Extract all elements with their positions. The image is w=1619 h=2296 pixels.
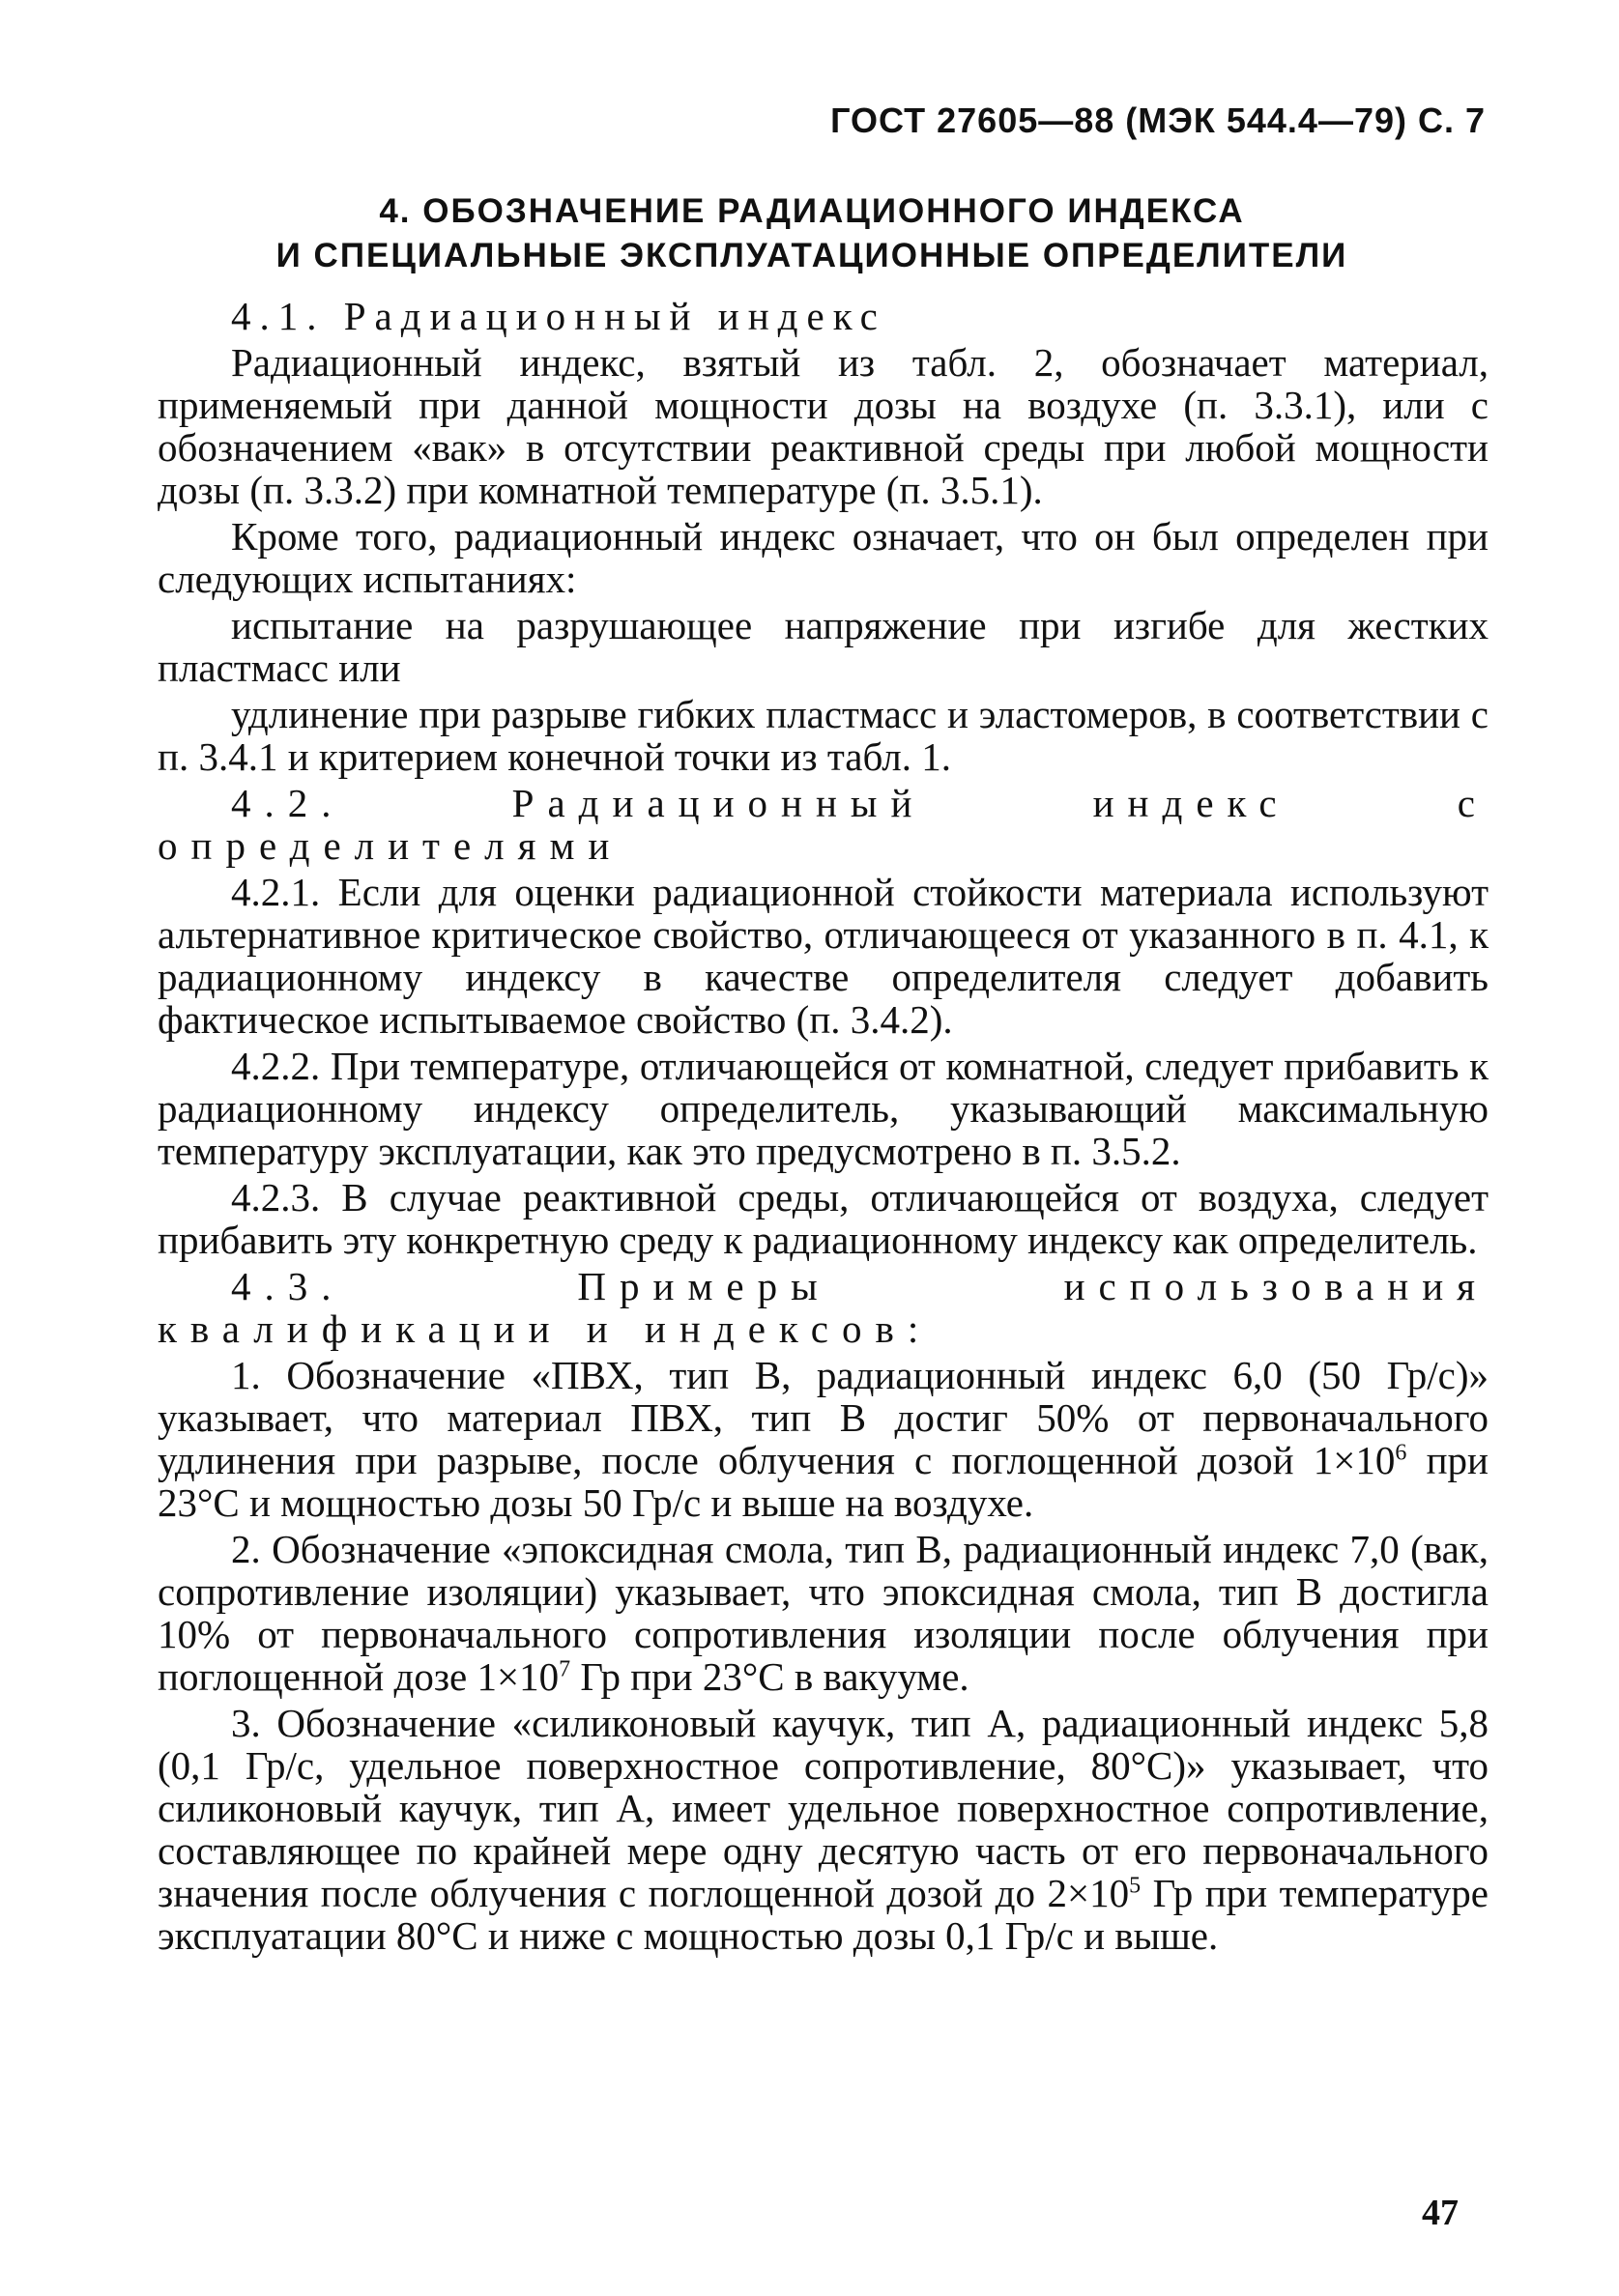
clause-4-1-test-item-1: испытание на разрушающее напряжение при изгибе для жестких пластмасс или xyxy=(158,603,1489,690)
body-text xyxy=(158,295,1489,1961)
example-1 xyxy=(158,1354,1489,1524)
example-1-text: 1. Обозначение «ПВХ, тип В, радиационный индекс 6,0 (50 Гр/с)» указывает, что материал ПВХ, тип В достиг 50% от первоначального удлинения при разрыве, после облучения с поглощенной дозой 1×10 xyxy=(158,1353,1489,1482)
clause-4-2-heading: 4.2. Радиационный индекс с определителями xyxy=(158,781,1489,868)
example-2-text: 2. Обозначение «эпоксидная смола, тип В, радиационный индекс 7,0 (вак, сопротивление изоляции) указывает, что эпоксидная смола, тип В достигла 10% от первоначального сопротивления изоляции после облучения при поглощенной дозе 1×10 xyxy=(158,1527,1489,1699)
example-2-text-end: Гр при 23°С в вакууме. xyxy=(570,1654,969,1699)
example-2-exponent: 7 xyxy=(559,1656,571,1682)
clause-4-3-heading: 4.3. Примеры использования квалификации и индексов: xyxy=(158,1264,1489,1351)
example-2 xyxy=(158,1528,1489,1698)
running-header: ГОСТ 27605—88 (МЭК 544.4—79) С. 7 xyxy=(830,100,1486,140)
clause-4-2-3: 4.2.3. В случае реактивной среды, отличающейся от воздуха, следует прибавить эту конкретную среду к радиационному индексу как определитель. xyxy=(158,1175,1489,1262)
example-3-text: 3. Обозначение «силиконовый каучук, тип А, радиационный индекс 5,8 (0,1 Гр/с, удельное поверхностное сопротивление, 80°С)» указывает, что силиконовый каучук, тип А, имеет удельное поверхностное сопротивление, составляющее по крайней мере одну десятую часть от его первоначального значения после облучения с поглощенной дозой до 2×10 xyxy=(158,1701,1489,1915)
clause-4-1-paragraph-2: Кроме того, радиационный индекс означает, что он был определен при следующих испытаниях: xyxy=(158,514,1489,601)
section-title xyxy=(135,189,1489,278)
section-title-line-2: И СПЕЦИАЛЬНЫЕ ЭКСПЛУАТАЦИОННЫЕ ОПРЕДЕЛИТЕЛИ xyxy=(275,237,1348,274)
example-1-text-end: при 23°С и мощностью дозы 50 Гр/с и выше на воздухе. xyxy=(158,1438,1489,1525)
clause-4-1-heading: 4.1. Радиационный индекс xyxy=(231,294,886,338)
example-3-exponent: 5 xyxy=(1129,1873,1142,1899)
example-3-text-end: Гр при температуре эксплуатации 80°С и ниже с мощностью дозы 0,1 Гр/с и выше. xyxy=(158,1871,1489,1958)
clause-4-2-1: 4.2.1. Если для оценки радиационной стойкости материала используют альтернативное критическое свойство, отличающееся от указанного в п. 4.1, к радиационному индексу в качестве определителя следует добавить фактическое испытываемое свойство (п. 3.4.2). xyxy=(158,870,1489,1042)
clause-4-2-2: 4.2.2. При температуре, отличающейся от комнатной, следует прибавить к радиационному индексу определитель, указывающий максимальную температуру эксплуатации, как это предусмотрено в п. 3.5.2. xyxy=(158,1044,1489,1173)
clause-4-1-paragraph: Радиационный индекс, взятый из табл. 2, обозначает материал, применяемый при данной мощности дозы на воздухе (п. 3.3.1), или с обозначением «вак» в отсутствии реактивной среды при любой мощности дозы (п. 3.3.2) при комнатной температуре (п. 3.5.1). xyxy=(158,340,1489,512)
page-number: 47 xyxy=(1422,2193,1459,2233)
clause-4-1-test-item-2: удлинение при разрыве гибких пластмасс и эластомеров, в соответствии с п. 3.4.1 и критерием конечной точки из табл. 1. xyxy=(158,692,1489,779)
section-title-line-1: 4. ОБОЗНАЧЕНИЕ РАДИАЦИОННОГО ИНДЕКСА xyxy=(379,192,1245,230)
example-3 xyxy=(158,1702,1489,1957)
example-1-exponent: 6 xyxy=(1395,1440,1407,1466)
